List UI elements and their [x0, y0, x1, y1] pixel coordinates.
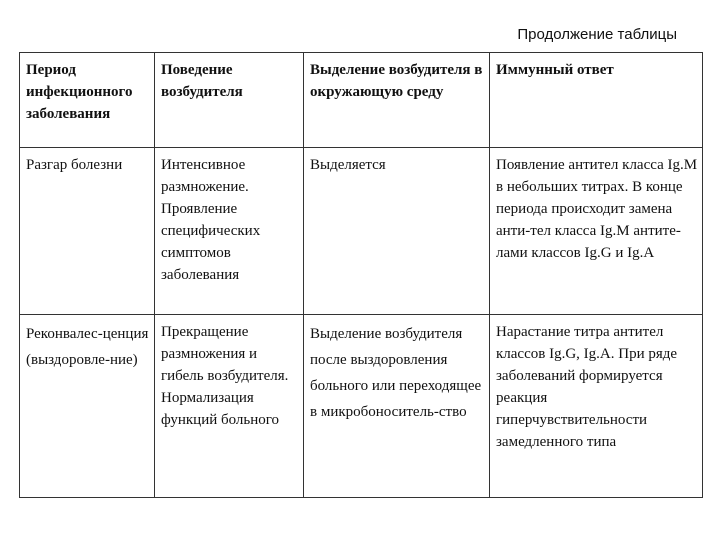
cell-behavior: Интенсивное размножение. Проявление специфических симптомов заболевания: [155, 148, 304, 315]
cell-excretion: Выделение возбудителя после выздоровления больного или переходящее в микробоноситель-ство: [304, 315, 490, 498]
header-immune-response: Иммунный ответ: [490, 53, 703, 148]
table-row: [20, 315, 703, 498]
cell-excretion: Выделяется: [304, 148, 490, 315]
header-behavior: Поведение возбудителя: [155, 53, 304, 148]
cell-immune-response: Появление антител класса Ig.M в небольших титрах. В конце периода происходит замена анти-тел класса Ig.M антите-лами классов Ig.G и Ig.A: [490, 148, 703, 315]
cell-period: Реконвалес-ценция (выздоровле-ние): [20, 315, 155, 498]
cell-behavior: Прекращение размножения и гибель возбудителя. Нормализация функций больного: [155, 315, 304, 498]
cell-period: Разгар болезни: [20, 148, 155, 315]
header-excretion: Выделение возбудителя в окружающую среду: [304, 53, 490, 148]
cell-immune-response: Нарастание титра антител классов Ig.G, Ig.A. При ряде заболеваний формируется реакция гиперчувствительности замедленного типа: [490, 315, 703, 498]
infection-periods-table: [19, 52, 703, 498]
table-caption: Продолжение таблицы: [517, 26, 677, 43]
header-row: [20, 53, 703, 148]
table-row: [20, 148, 703, 315]
header-period: Период инфекционного заболевания: [20, 53, 155, 148]
